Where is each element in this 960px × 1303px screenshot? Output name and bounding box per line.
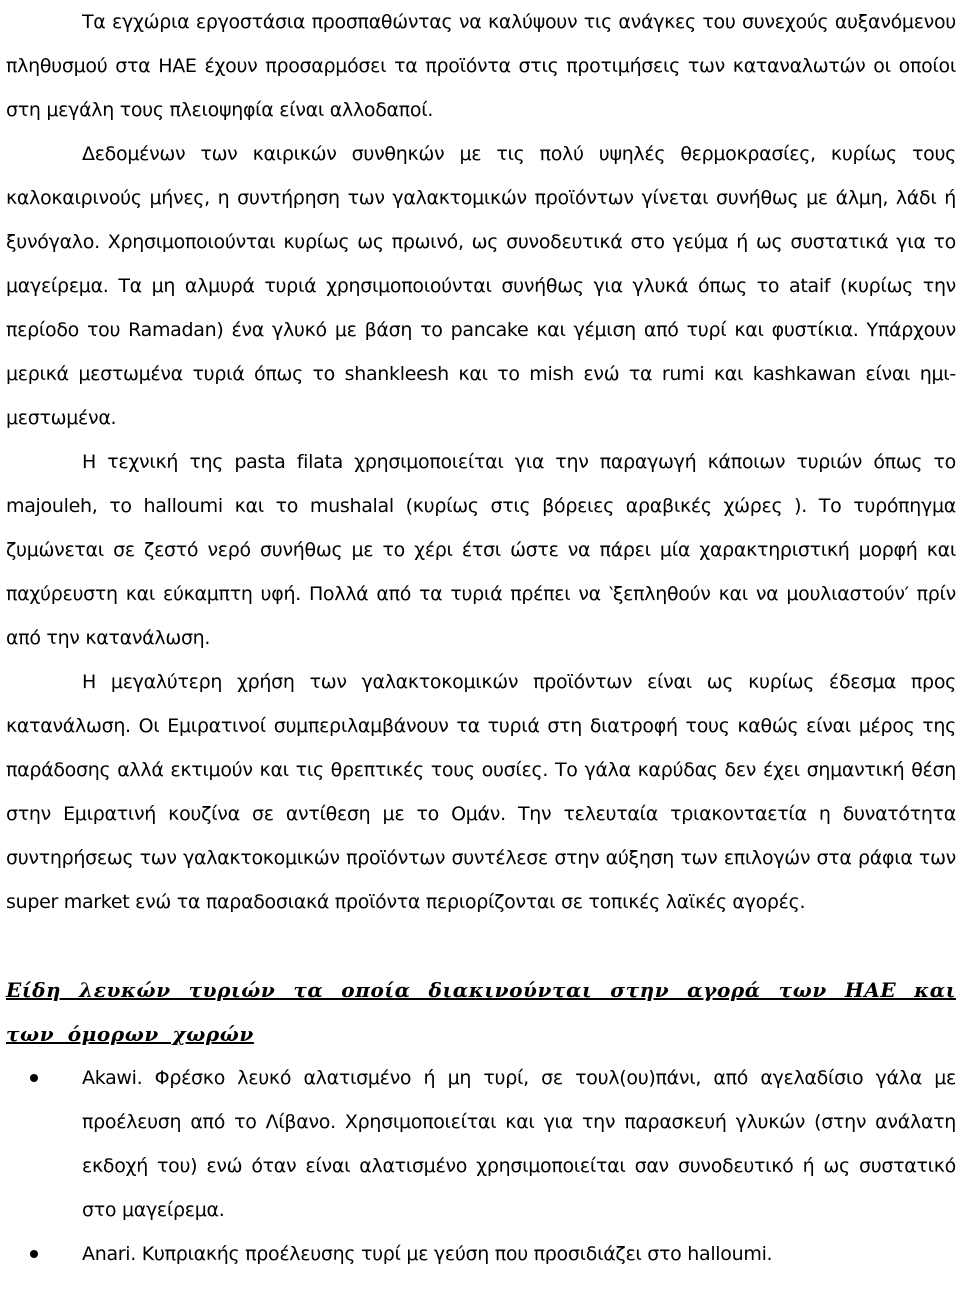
bullet-icon	[30, 1074, 38, 1082]
paragraph-consumption: Η μεγαλύτερη χρήση των γαλακτοκομικών προϊόντων είναι ως κυρίως έδεσμα προς κατανάλωση. Οι Εμιρατινοί συμπεριλαμβάνουν τα τυριά στη διατροφή τους καθώς είναι μέρος της παράδοσης αλλά εκτιμούν και τις θρεπτικές τους ουσίες. Το γάλα καρύδας δεν έχει σημαντική θέση στην Εμιρατινή κουζίνα σε αντίθεση με το Ομάν. Την τελευταία τριακονταετία η δυνατότητα συντηρήσεως των γαλακτοκομικών προϊόντων συντέλεσε στην αύξηση των επιλογών στα ράφια των super market ενώ τα παραδοσιακά προϊόντα περιορίζονται σε τοπικές λαϊκές αγορές.	[6, 671, 956, 913]
list-item-akawi	[6, 1056, 956, 1232]
list-item-text: Anari. Κυπριακής προέλευσης τυρί με γεύση που προσιδιάζει στο halloumi.	[82, 1243, 773, 1265]
list-item-anari	[6, 1232, 956, 1276]
cheese-list	[6, 1056, 956, 1276]
paragraph-intro: Τα εγχώρια εργοστάσια προσπαθώντας να καλύψουν τις ανάγκες του συνεχούς αυξανόμενου πληθυσμού στα ΗΑΕ έχουν προσαρμόσει τα προϊόντα στις προτιμήσεις των καταναλωτών οι οποίοι στη μεγάλη τους πλειοψηφία είναι αλλοδαποί.	[6, 11, 956, 121]
list-item-text: Akawi. Φρέσκο λευκό αλατισμένο ή μη τυρί, σε τουλ(ου)πάνι, από αγελαδίσιο γάλα με προέλευση από το Λίβανο. Χρησιμοποιείται και για την παρασκευή γλυκών (στην ανάλατη εκδοχή του) ενώ όταν είναι αλατισμένο χρησιμοποιείται σαν συνοδευτικό ή ως συστατικό στο μαγείρεμα.	[82, 1067, 956, 1221]
document-page	[6, 0, 956, 1276]
bullet-icon	[30, 1250, 38, 1258]
paragraph-pasta-filata: Η τεχνική της pasta filata χρησιμοποιείται για την παραγωγή κάποιων τυριών όπως το majouleh, το halloumi και το mushalal (κυρίως στις βόρειες αραβικές χώρες ). Το τυρόπηγμα ζυμώνεται σε ζεστό νερό συνήθως με το χέρι έτσι ώστε να πάρει μία χαρακτηριστική μορφή και παχύρευστη και εύκαμπτη υφή. Πολλά από τα τυριά πρέπει να ‵ξεπληθούν και να μουλιαστούν′ πρίν από την κατανάλωση.	[6, 451, 956, 649]
paragraph-preservation: Δεδομένων των καιρικών συνθηκών με τις πολύ υψηλές θερμοκρασίες, κυρίως τους καλοκαιρινούς μήνες, η συντήρηση των γαλακτομικών προϊόντων γίνεται συνήθως με άλμη, λάδι ή ξυνόγαλο. Χρησιμοποιούνται κυρίως ως πρωινό, ως συνοδευτικά στο γεύμα ή ως συστατικά για το μαγείρεμα. Τα μη αλμυρά τυριά χρησιμοποιούνται συνήθως για γλυκά όπως το ataif (κυρίως την περίοδο του Ramadan) ένα γλυκό με βάση το pancake και γέμιση από τυρί και φυστίκια. Υπάρχουν μερικά μεστωμένα τυριά όπως το shankleesh και το mish ενώ τα rumi και kashkawan είναι ημι-μεστωμένα.	[6, 143, 956, 429]
section-heading: Είδη λευκών τυριών τα οποία διακινούνται στην αγορά των ΗΑΕ και των όμορων χωρών	[6, 978, 956, 1046]
